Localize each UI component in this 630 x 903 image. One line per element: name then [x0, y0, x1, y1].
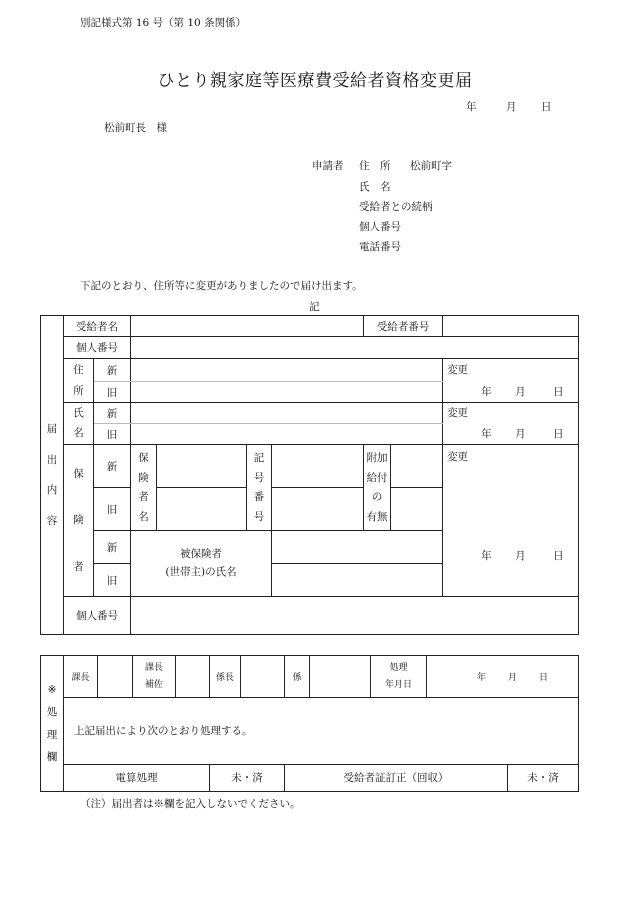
name-new-field[interactable] — [131, 403, 443, 424]
address-label: 住 所 — [359, 160, 391, 172]
insured-head-label: 被保険者 (世帯主)の氏名 — [131, 531, 272, 597]
addressee: 松前町長 様 — [104, 122, 167, 134]
address-old-field[interactable] — [131, 382, 443, 403]
staff-label: 係 — [285, 656, 310, 698]
name-old-label: 旧 — [94, 424, 131, 445]
address-value: 松前町字 — [410, 160, 452, 172]
recipient-name-label: 受給者名 — [64, 316, 131, 337]
staff-stamp[interactable] — [310, 656, 371, 698]
insurer-name-old-field[interactable] — [157, 488, 247, 531]
recipient-number-field[interactable] — [443, 316, 579, 337]
symbol-number-new-field[interactable] — [272, 445, 364, 488]
mynumber-label: 個人番号 — [359, 221, 401, 233]
symbol-number-label: 記 号 番 号 — [247, 445, 272, 531]
address-new-label: 新 — [94, 359, 131, 382]
computer-processing-label: 電算処理 — [64, 764, 210, 791]
processed-date-label: 処理 年月日 — [371, 656, 427, 698]
insurer-new-label: 新 — [94, 445, 131, 488]
deputy-chief-stamp[interactable] — [176, 656, 210, 698]
recipient-name-field[interactable] — [131, 316, 364, 337]
name-row-label: 氏 名 — [64, 403, 94, 445]
unit-chief-stamp[interactable] — [241, 656, 285, 698]
mynumber-label-top: 個人番号 — [64, 337, 131, 359]
relation-label: 受給者との続柄 — [359, 201, 433, 213]
certificate-correction-status[interactable]: 未・済 — [508, 764, 579, 791]
insured-old-label: 旧 — [94, 564, 131, 597]
address-new-field[interactable] — [131, 359, 443, 382]
insurer-change-cell[interactable]: 変更 年 月 日 — [443, 445, 579, 597]
insurer-name-label: 保 険 者 名 — [131, 445, 157, 531]
date-year: 年 — [466, 101, 477, 113]
insured-new-label: 新 — [94, 531, 131, 564]
name-change-cell[interactable]: 変更 年 月 日 — [443, 403, 579, 445]
phone-label: 電話番号 — [359, 241, 401, 253]
date-month: 月 — [506, 101, 517, 113]
page-title: ひとり親家庭等医療費受給者資格変更届 — [157, 71, 473, 91]
mynumber-field-bottom[interactable] — [131, 597, 579, 635]
insured-new-field[interactable] — [272, 531, 443, 564]
name-new-label: 新 — [94, 403, 131, 424]
processing-note: 上記届出により次のとおり処理する。 — [64, 698, 579, 764]
date-day: 日 — [541, 101, 552, 113]
symbol-number-old-field[interactable] — [272, 488, 364, 531]
computer-processing-status[interactable]: 未・済 — [210, 764, 285, 791]
processing-side-label: ※ 処 理 欄 — [41, 656, 64, 792]
insured-old-field[interactable] — [272, 564, 443, 597]
insurer-name-new-field[interactable] — [157, 445, 247, 488]
supplement-new-field[interactable] — [391, 445, 443, 488]
unit-chief-label: 係長 — [210, 656, 241, 698]
change-form-table — [40, 315, 579, 635]
insurer-row-label: 保 険 者 — [64, 445, 94, 597]
supplement-label: 附加 給付 の 有無 — [364, 445, 391, 531]
section-chief-stamp[interactable] — [98, 656, 133, 698]
address-change-cell[interactable]: 変更 年 月 日 — [443, 359, 579, 403]
mynumber-field-top[interactable] — [131, 337, 579, 359]
supplement-old-field[interactable] — [391, 488, 443, 531]
address-row-label: 住 所 — [64, 359, 94, 403]
deputy-chief-label: 課長 補佐 — [133, 656, 176, 698]
section-chief-label: 課長 — [64, 656, 98, 698]
processing-table — [40, 655, 579, 792]
applicant-label: 申請者 — [312, 160, 344, 172]
name-label: 氏 名 — [359, 181, 391, 193]
footer-note: （注）届出者は※欄を記入しないでください。 — [80, 798, 301, 810]
name-old-field[interactable] — [131, 424, 443, 445]
certificate-correction-label: 受給者証訂正（回収） — [285, 764, 508, 791]
insurer-old-label: 旧 — [94, 488, 131, 531]
recipient-number-label: 受給者番号 — [364, 316, 443, 337]
form-number: 別記様式第 16 号（第 10 条関係） — [80, 17, 247, 29]
mynumber-label-bottom: 個人番号 — [64, 597, 131, 635]
address-old-label: 旧 — [94, 382, 131, 403]
ki-label: 記 — [309, 301, 320, 313]
intro-text: 下記のとおり、住所等に変更がありましたので届け出ます。 — [80, 280, 363, 292]
form-side-label: 届 出 内 容 — [41, 316, 64, 635]
processed-date-field[interactable]: 年 月 日 — [427, 656, 579, 698]
